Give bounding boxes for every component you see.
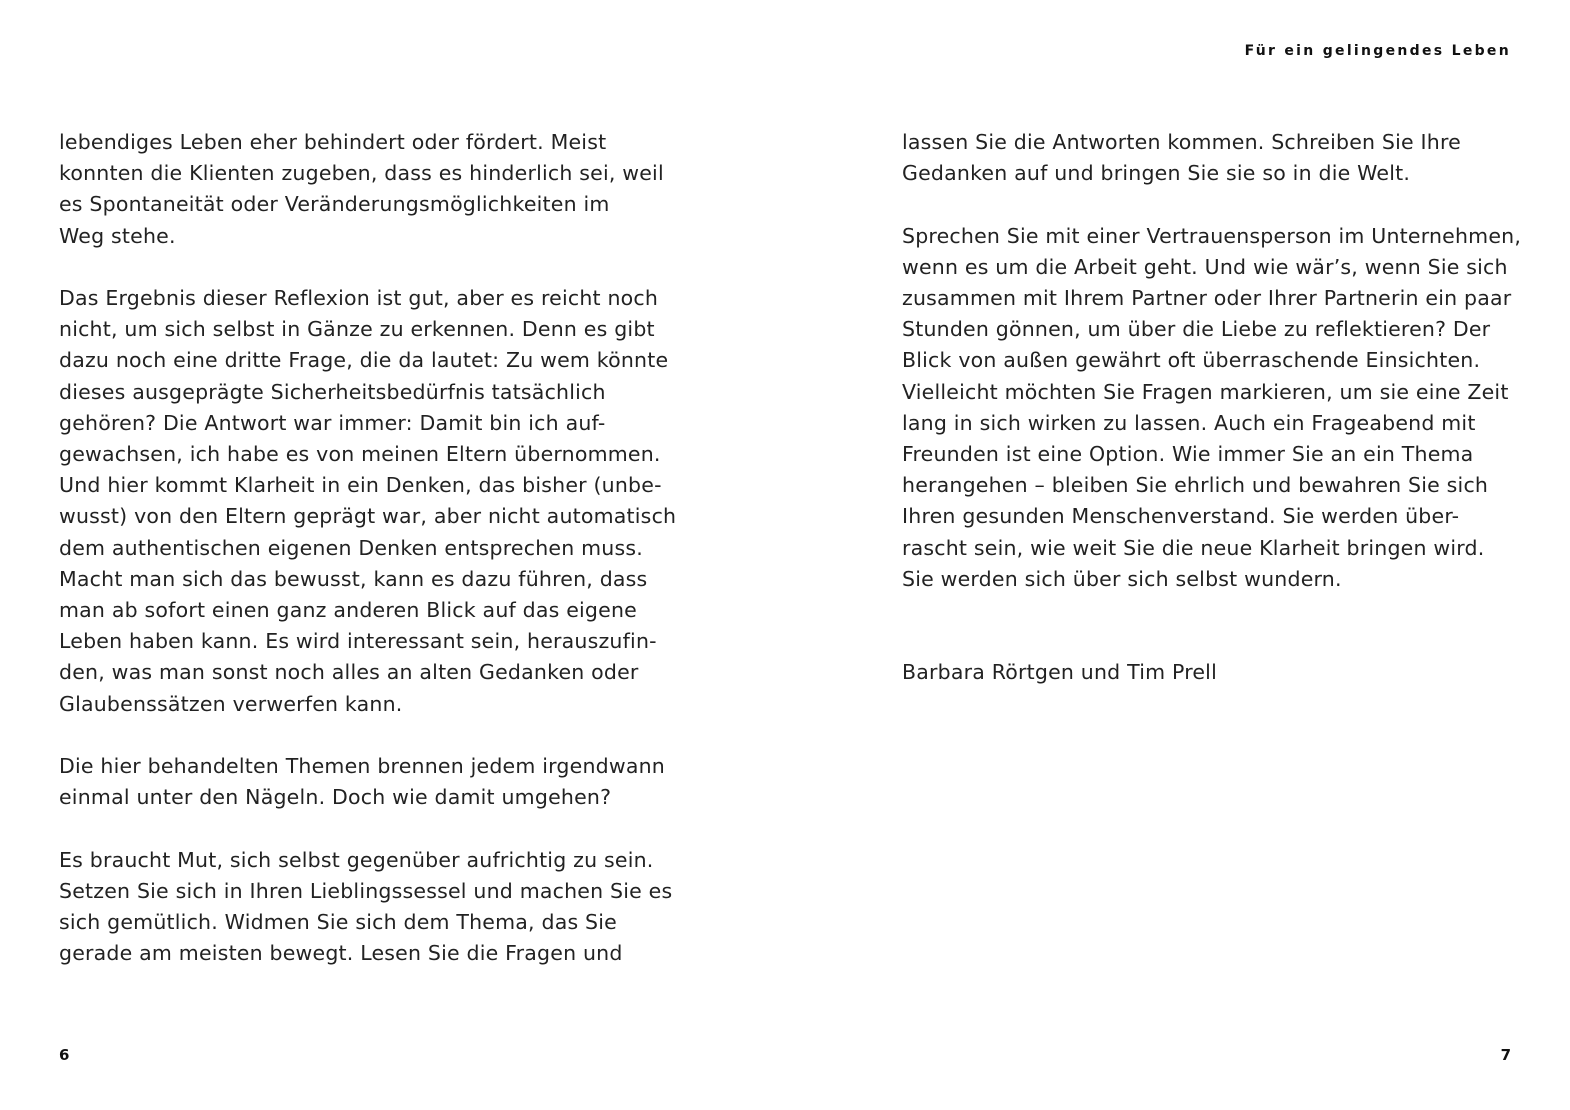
text-line: Die hier behandelten Themen brennen jedem irgendwann <box>59 754 665 779</box>
text-line: zusammen mit Ihrem Partner oder Ihrer Partnerin ein paar <box>902 286 1512 310</box>
text-line: wenn es um die Arbeit geht. Und wie wär’s, wenn Sie sich <box>902 254 1508 279</box>
paragraph <box>59 127 699 252</box>
text-line: Macht man sich das bewusst, kann es dazu führen, dass <box>59 566 648 591</box>
text-line: nicht, um sich selbst in Gänze zu erkennen. Denn es gibt <box>59 317 655 342</box>
paragraph <box>59 751 699 813</box>
text-line: rascht sein, wie weit Sie die neue Klarheit bringen wird. <box>902 535 1485 560</box>
left-page-text <box>59 127 699 1001</box>
text-line: Vielleicht möchten Sie Fragen markieren, um sie eine Zeit <box>902 379 1509 404</box>
text-line: Stunden gönnen, um über die Liebe zu reflektieren? Der <box>902 317 1491 342</box>
paragraph <box>59 845 699 970</box>
page-number-left: 6 <box>59 1046 70 1064</box>
paragraph <box>902 127 1542 189</box>
text-line: lebendiges Leben eher behindert oder fördert. Meist <box>59 130 607 154</box>
text-line: wusst) von den Eltern geprägt war, aber nicht automatisch <box>59 504 677 529</box>
running-title: Für ein gelingendes Leben <box>1244 43 1511 59</box>
text-line: Weg stehe. <box>59 223 176 248</box>
text-line: es Spontaneität oder Veränderungsmöglichkeiten im <box>59 192 610 217</box>
paragraph <box>902 221 1542 595</box>
text-line: gerade am meisten bewegt. Lesen Sie die Fragen und <box>59 941 623 966</box>
text-line: Leben haben kann. Es wird interessant sein, herauszufin- <box>59 629 657 654</box>
text-line: Sprechen Sie mit einer Vertrauensperson im Unternehmen, <box>902 223 1522 248</box>
text-line: dem authentischen eigenen Denken entsprechen muss. <box>59 535 643 560</box>
text-line: herangehen – bleiben Sie ehrlich und bewahren Sie sich <box>902 473 1489 498</box>
text-line: Blick von außen gewährt oft überraschende Einsichten. <box>902 348 1481 373</box>
text-line: sich gemütlich. Widmen Sie sich dem Thema, das Sie <box>59 910 617 935</box>
text-line: Es braucht Mut, sich selbst gegenüber aufrichtig zu sein. <box>59 847 654 872</box>
right-page-paragraphs <box>902 127 1542 595</box>
text-line: man ab sofort einen ganz anderen Blick auf das eigene <box>59 598 637 623</box>
text-line: Setzen Sie sich in Ihren Lieblingssessel und machen Sie es <box>59 878 673 903</box>
text-line: Das Ergebnis dieser Reflexion ist gut, aber es reicht noch <box>59 286 659 310</box>
text-line: einmal unter den Nägeln. Doch wie damit umgehen? <box>59 785 612 810</box>
text-line: dazu noch eine dritte Frage, die da lautet: Zu wem könnte <box>59 348 669 373</box>
text-line: Freunden ist eine Option. Wie immer Sie an ein Thema <box>902 442 1474 467</box>
text-line: gehören? Die Antwort war immer: Damit bin ich auf- <box>59 410 606 435</box>
author-signature: Barbara Rörtgen und Tim Prell <box>902 660 1217 685</box>
text-line: Sie werden sich über sich selbst wundern. <box>902 566 1342 591</box>
text-line: konnten die Klienten zugeben, dass es hinderlich sei, weil <box>59 161 664 186</box>
text-line: lassen Sie die Antworten kommen. Schreiben Sie Ihre <box>902 130 1461 154</box>
text-line: gewachsen, ich habe es von meinen Eltern übernommen. <box>59 442 661 467</box>
text-line: den, was man sonst noch alles an alten Gedanken oder <box>59 660 639 685</box>
text-line: Gedanken auf und bringen Sie sie so in die Welt. <box>902 161 1411 186</box>
text-line: Ihren gesunden Menschenverstand. Sie werden über- <box>902 504 1460 529</box>
text-line: Glaubenssätzen verwerfen kann. <box>59 691 403 716</box>
page-number-right: 7 <box>1500 1046 1511 1064</box>
paragraph <box>59 283 699 720</box>
text-line: Und hier kommt Klarheit in ein Denken, das bisher (unbe- <box>59 473 662 498</box>
right-page-text <box>902 127 1542 689</box>
text-line: lang in sich wirken zu lassen. Auch ein Frageabend mit <box>902 410 1476 435</box>
text-line: dieses ausgeprägte Sicherheitsbedürfnis tatsächlich <box>59 379 606 404</box>
